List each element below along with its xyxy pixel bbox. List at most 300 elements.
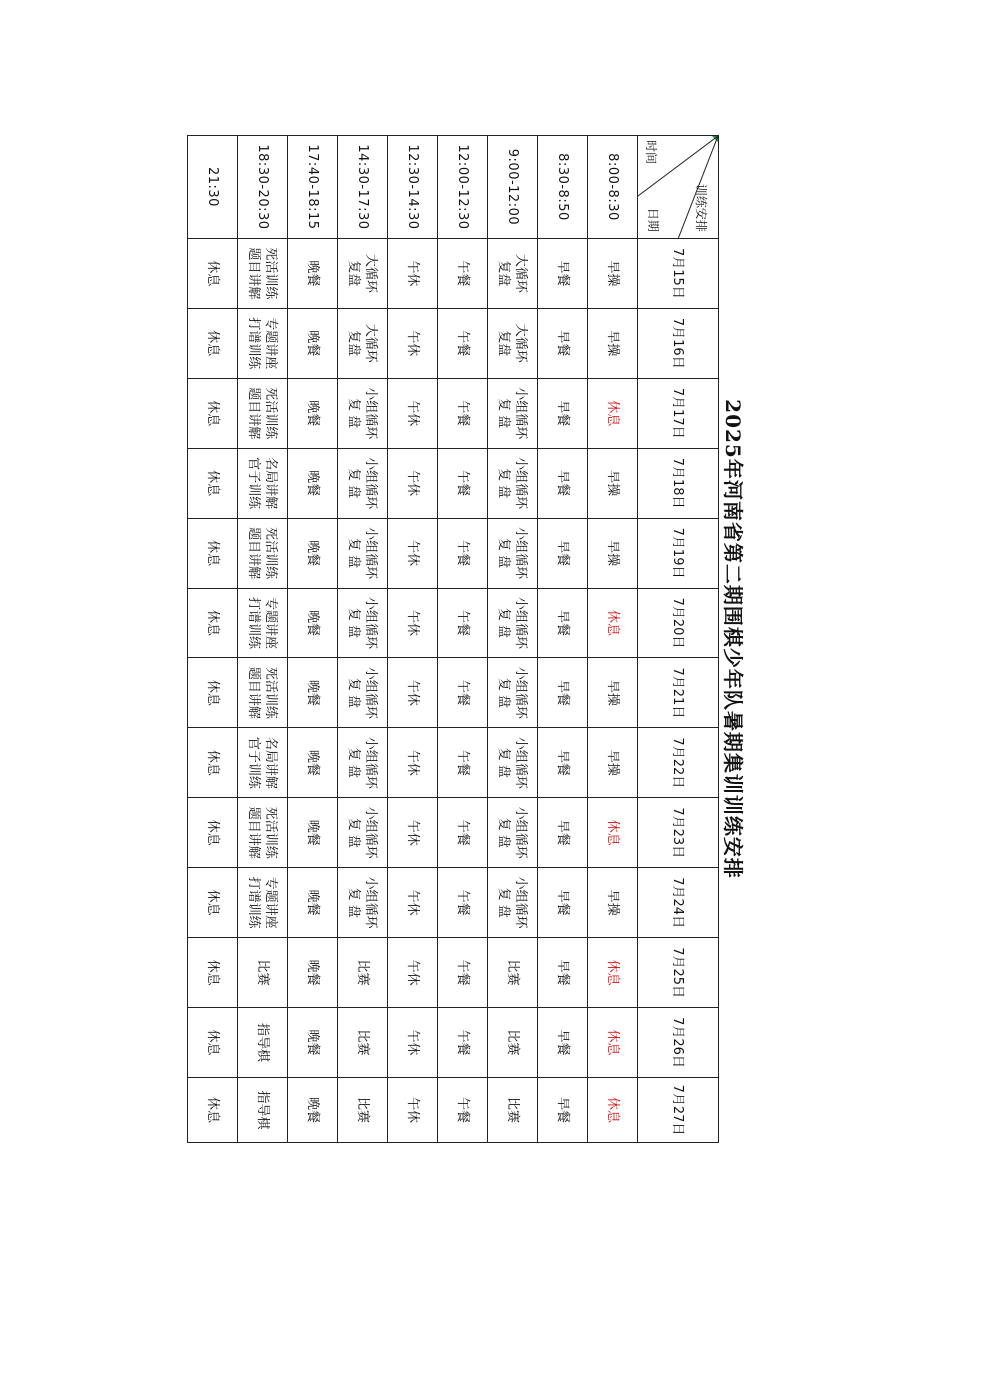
activity-cell <box>438 1077 488 1142</box>
activity-line: 午餐 <box>455 1096 470 1123</box>
activity-line: 早操 <box>605 889 620 916</box>
activity-line: 午餐 <box>455 330 470 357</box>
activity-line: 休息 <box>205 679 220 706</box>
activity-cell <box>288 658 338 728</box>
activity-cell <box>238 658 288 728</box>
page-title: 2025年河南省第二期围棋少年队暑期集训训练安排 <box>721 399 745 879</box>
activity-cell <box>288 938 338 1008</box>
activity-line: 复 盘 <box>346 468 362 499</box>
activity-line: 午餐 <box>455 679 470 706</box>
activity-line: 小组循环 <box>513 666 529 719</box>
activity-cell <box>238 938 288 1008</box>
activity-cell <box>538 798 588 868</box>
activity-line: 复 盘 <box>346 538 362 569</box>
activity-cell <box>338 588 388 658</box>
activity-line: 题目讲解 <box>246 666 262 719</box>
activity-cell <box>238 448 288 518</box>
activity-cell <box>338 798 388 868</box>
activity-line: 晚餐 <box>305 819 320 846</box>
activity-cell <box>538 448 588 518</box>
activity-cell <box>238 728 288 798</box>
activity-line: 晚餐 <box>305 959 320 986</box>
activity-line: 复 盘 <box>346 817 362 848</box>
date-header: 7月25日 <box>638 938 719 1008</box>
activity-line: 午休 <box>405 470 420 497</box>
time-slot-cell: 21:30 <box>188 136 238 239</box>
date-header: 7月21日 <box>638 658 719 728</box>
activity-line: 复 盘 <box>346 398 362 429</box>
time-slot-cell: 17:40-18:15 <box>288 136 338 239</box>
activity-cell <box>338 868 388 938</box>
activity-cell <box>238 588 288 658</box>
activity-cell <box>538 728 588 798</box>
activity-cell <box>388 378 438 448</box>
activity-cell <box>538 1008 588 1078</box>
activity-cell <box>588 798 638 868</box>
schedule-table <box>187 135 719 1143</box>
activity-cell <box>188 728 238 798</box>
activity-line: 休息 <box>605 1096 620 1123</box>
time-slot-cell: 18:30-20:30 <box>238 136 288 239</box>
activity-line: 午餐 <box>455 1029 470 1056</box>
activity-line: 官子训练 <box>246 736 262 789</box>
activity-cell <box>488 448 538 518</box>
activity-cell <box>338 378 388 448</box>
time-slot-cell: 14:30-17:30 <box>338 136 388 239</box>
activity-line: 小组循环 <box>363 806 379 859</box>
activity-line: 休息 <box>605 609 620 636</box>
activity-line: 早操 <box>605 260 620 287</box>
date-header: 7月27日 <box>638 1077 719 1142</box>
activity-line: 午餐 <box>455 749 470 776</box>
time-slot-cell: 9:00-12:00 <box>488 136 538 239</box>
activity-cell <box>538 238 588 308</box>
date-header: 7月15日 <box>638 238 719 308</box>
schedule-row <box>388 136 438 1143</box>
header-corner-cell <box>638 136 719 239</box>
activity-line: 复盘 <box>346 260 362 287</box>
activity-line: 休息 <box>205 260 220 287</box>
activity-line: 小组循环 <box>513 736 529 789</box>
activity-cell <box>288 728 338 798</box>
activity-line: 休息 <box>205 1029 220 1056</box>
activity-cell <box>388 238 438 308</box>
activity-cell <box>388 868 438 938</box>
activity-line: 午休 <box>405 400 420 427</box>
activity-line: 小组循环 <box>363 457 379 510</box>
activity-cell <box>438 378 488 448</box>
activity-line: 比赛 <box>255 959 270 986</box>
activity-cell <box>588 938 638 1008</box>
activity-line: 晚餐 <box>305 260 320 287</box>
activity-cell <box>338 1077 388 1142</box>
time-slot-cell: 8:00-8:30 <box>588 136 638 239</box>
activity-cell <box>388 1077 438 1142</box>
date-header: 7月20日 <box>638 588 719 658</box>
activity-line: 晚餐 <box>305 749 320 776</box>
activity-cell <box>188 588 238 658</box>
activity-cell <box>388 588 438 658</box>
activity-cell <box>438 868 488 938</box>
activity-line: 早餐 <box>555 889 570 916</box>
activity-cell <box>588 588 638 658</box>
activity-line: 早操 <box>605 470 620 497</box>
activity-cell <box>288 1077 338 1142</box>
activity-line: 午休 <box>405 889 420 916</box>
activity-line: 复 盘 <box>496 817 512 848</box>
date-header: 7月26日 <box>638 1008 719 1078</box>
activity-cell <box>488 1008 538 1078</box>
activity-cell <box>338 518 388 588</box>
activity-line: 大循环 <box>513 323 529 363</box>
activity-cell <box>288 308 338 378</box>
activity-cell <box>388 938 438 1008</box>
activity-line: 休息 <box>605 819 620 846</box>
activity-line: 早餐 <box>555 260 570 287</box>
activity-cell <box>238 1008 288 1078</box>
activity-line: 午休 <box>405 609 420 636</box>
activity-cell <box>488 658 538 728</box>
activity-line: 小组循环 <box>513 457 529 510</box>
activity-line: 午餐 <box>455 540 470 567</box>
activity-cell <box>438 938 488 1008</box>
activity-line: 午休 <box>405 679 420 706</box>
activity-line: 午休 <box>405 749 420 776</box>
time-axis-label: 日期 <box>646 207 660 232</box>
activity-line: 早餐 <box>555 819 570 846</box>
date-header: 7月22日 <box>638 728 719 798</box>
activity-line: 比赛 <box>505 1029 520 1056</box>
activity-line: 小组循环 <box>513 387 529 440</box>
activity-cell <box>338 938 388 1008</box>
schedule-row <box>538 136 588 1143</box>
activity-cell <box>288 1008 338 1078</box>
header-row <box>638 136 719 1143</box>
schedule-row <box>588 136 638 1143</box>
date-header: 7月16日 <box>638 308 719 378</box>
activity-line: 复 盘 <box>346 747 362 778</box>
activity-cell <box>188 938 238 1008</box>
activity-cell <box>388 448 438 518</box>
activity-cell <box>388 798 438 868</box>
activity-line: 晚餐 <box>305 609 320 636</box>
activity-cell <box>438 518 488 588</box>
activity-cell <box>288 518 338 588</box>
activity-line: 小组循环 <box>363 736 379 789</box>
activity-line: 午餐 <box>455 260 470 287</box>
activity-line: 复 盘 <box>496 677 512 708</box>
activity-line: 午休 <box>405 819 420 846</box>
activity-line: 死活训练 <box>263 806 279 859</box>
activity-cell <box>538 308 588 378</box>
activity-cell <box>238 518 288 588</box>
activity-line: 午餐 <box>455 470 470 497</box>
date-axis-label: 时间 <box>644 140 658 165</box>
activity-line: 休息 <box>205 609 220 636</box>
activity-line: 晚餐 <box>305 330 320 357</box>
activity-line: 休息 <box>205 330 220 357</box>
activity-line: 午休 <box>405 330 420 357</box>
schedule-row <box>488 136 538 1143</box>
activity-line: 早餐 <box>555 470 570 497</box>
activity-line: 比赛 <box>505 1096 520 1123</box>
activity-cell <box>388 728 438 798</box>
activity-line: 复 盘 <box>496 538 512 569</box>
date-header: 7月18日 <box>638 448 719 518</box>
activity-cell <box>338 1008 388 1078</box>
activity-line: 小组循环 <box>363 876 379 929</box>
activity-cell <box>438 588 488 658</box>
activity-cell <box>488 308 538 378</box>
activity-line: 复 盘 <box>496 468 512 499</box>
activity-cell <box>388 308 438 378</box>
activity-line: 复 盘 <box>496 887 512 918</box>
activity-line: 晚餐 <box>305 470 320 497</box>
activity-cell <box>538 658 588 728</box>
activity-line: 休息 <box>205 470 220 497</box>
activity-cell <box>488 518 538 588</box>
activity-cell <box>438 238 488 308</box>
activity-line: 晚餐 <box>305 1029 320 1056</box>
activity-cell <box>438 658 488 728</box>
activity-cell <box>488 938 538 1008</box>
activity-line: 题目讲解 <box>246 527 262 580</box>
activity-line: 小组循环 <box>513 876 529 929</box>
activity-line: 复 盘 <box>346 887 362 918</box>
activity-line: 休息 <box>205 889 220 916</box>
activity-line: 名局讲解 <box>263 457 279 510</box>
schedule-row <box>238 136 288 1143</box>
activity-line: 休息 <box>205 400 220 427</box>
activity-cell <box>588 308 638 378</box>
activity-line: 官子训练 <box>246 457 262 510</box>
activity-line: 早餐 <box>555 400 570 427</box>
activity-line: 大循环 <box>363 323 379 363</box>
activity-line: 比赛 <box>355 1096 370 1123</box>
activity-cell <box>488 728 538 798</box>
activity-line: 复 盘 <box>496 398 512 429</box>
time-slot-cell: 12:00-12:30 <box>438 136 488 239</box>
activity-line: 复盘 <box>496 260 512 287</box>
activity-line: 早餐 <box>555 540 570 567</box>
activity-line: 早餐 <box>555 679 570 706</box>
activity-cell <box>338 728 388 798</box>
schedule-row <box>438 136 488 1143</box>
activity-line: 休息 <box>205 959 220 986</box>
activity-cell <box>488 378 538 448</box>
activity-cell <box>188 308 238 378</box>
schedule-row <box>288 136 338 1143</box>
activity-line: 午餐 <box>455 959 470 986</box>
activity-line: 死活训练 <box>263 247 279 300</box>
activity-line: 晚餐 <box>305 540 320 567</box>
activity-line: 早餐 <box>555 749 570 776</box>
activity-cell <box>438 308 488 378</box>
activity-cell <box>588 728 638 798</box>
activity-line: 复 盘 <box>346 677 362 708</box>
activity-cell <box>588 448 638 518</box>
activity-line: 休息 <box>205 1096 220 1123</box>
activity-line: 专题讲座 <box>263 876 279 929</box>
date-header: 7月24日 <box>638 868 719 938</box>
activity-cell <box>538 378 588 448</box>
activity-cell <box>288 798 338 868</box>
activity-cell <box>588 1077 638 1142</box>
activity-cell <box>288 238 338 308</box>
activity-line: 晚餐 <box>305 889 320 916</box>
activity-line: 早餐 <box>555 609 570 636</box>
activity-line: 小组循环 <box>363 666 379 719</box>
activity-line: 复盘 <box>496 330 512 357</box>
activity-line: 小组循环 <box>363 387 379 440</box>
schedule-sheet <box>205 135 747 1143</box>
activity-cell <box>338 658 388 728</box>
activity-cell <box>538 1077 588 1142</box>
activity-cell <box>538 518 588 588</box>
activity-line: 午餐 <box>455 819 470 846</box>
date-header: 7月23日 <box>638 798 719 868</box>
activity-cell <box>438 1008 488 1078</box>
activity-line: 打谱训练 <box>246 876 262 929</box>
activity-cell <box>238 238 288 308</box>
activity-cell <box>288 448 338 518</box>
activity-cell <box>538 588 588 658</box>
activity-cell <box>488 868 538 938</box>
activity-line: 小组循环 <box>363 596 379 649</box>
activity-line: 休息 <box>205 819 220 846</box>
activity-line: 小组循环 <box>513 596 529 649</box>
activity-cell <box>188 798 238 868</box>
activity-line: 早餐 <box>555 959 570 986</box>
activity-cell <box>588 1008 638 1078</box>
activity-line: 比赛 <box>355 959 370 986</box>
activity-cell <box>388 658 438 728</box>
activity-cell <box>238 1077 288 1142</box>
activity-line: 指导棋 <box>255 1023 270 1063</box>
time-slot-cell: 8:30-8:50 <box>538 136 588 239</box>
activity-line: 午餐 <box>455 889 470 916</box>
activity-cell <box>188 1008 238 1078</box>
activity-line: 复盘 <box>346 330 362 357</box>
activity-cell <box>438 448 488 518</box>
activity-line: 复 盘 <box>496 747 512 778</box>
activity-cell <box>238 798 288 868</box>
activity-line: 死活训练 <box>263 527 279 580</box>
activity-line: 大循环 <box>363 253 379 293</box>
activity-cell <box>188 868 238 938</box>
activity-line: 休息 <box>205 749 220 776</box>
activity-line: 名局讲解 <box>263 736 279 789</box>
date-header: 7月19日 <box>638 518 719 588</box>
activity-line: 早餐 <box>555 1096 570 1123</box>
activity-line: 晚餐 <box>305 679 320 706</box>
activity-cell <box>188 378 238 448</box>
activity-line: 复 盘 <box>346 607 362 639</box>
activity-line: 午休 <box>405 1029 420 1056</box>
activity-line: 晚餐 <box>305 400 320 427</box>
activity-line: 打谱训练 <box>246 596 262 649</box>
activity-line: 题目讲解 <box>246 806 262 859</box>
activity-line: 午餐 <box>455 609 470 636</box>
activity-cell <box>238 308 288 378</box>
activity-cell <box>338 448 388 518</box>
activity-line: 专题讲座 <box>263 596 279 649</box>
activity-cell <box>588 868 638 938</box>
activity-cell <box>538 938 588 1008</box>
activity-line: 休息 <box>605 1029 620 1056</box>
activity-line: 专题讲座 <box>263 317 279 370</box>
activity-cell <box>438 728 488 798</box>
activity-line: 早餐 <box>555 330 570 357</box>
activity-line: 早操 <box>605 679 620 706</box>
activity-cell <box>288 868 338 938</box>
activity-cell <box>488 588 538 658</box>
activity-cell <box>488 238 538 308</box>
activity-cell <box>588 378 638 448</box>
activity-line: 死活训练 <box>263 387 279 440</box>
activity-line: 早操 <box>605 540 620 567</box>
activity-line: 早操 <box>605 330 620 357</box>
activity-cell <box>188 518 238 588</box>
activity-cell <box>338 308 388 378</box>
activity-cell <box>488 798 538 868</box>
activity-line: 大循环 <box>513 253 529 293</box>
activity-cell <box>238 378 288 448</box>
activity-line: 复 盘 <box>496 607 512 639</box>
activity-cell <box>288 378 338 448</box>
activity-line: 题目讲解 <box>246 247 262 300</box>
arrange-axis-label: 训练安排 <box>694 183 708 232</box>
activity-cell <box>388 518 438 588</box>
activity-line: 比赛 <box>505 959 520 986</box>
activity-line: 指导棋 <box>255 1090 270 1130</box>
activity-cell <box>588 518 638 588</box>
activity-line: 午休 <box>405 1096 420 1123</box>
activity-cell <box>188 658 238 728</box>
activity-line: 午餐 <box>455 400 470 427</box>
activity-cell <box>388 1008 438 1078</box>
activity-cell <box>588 238 638 308</box>
schedule-row <box>338 136 388 1143</box>
activity-cell <box>538 868 588 938</box>
activity-line: 死活训练 <box>263 666 279 719</box>
activity-cell <box>188 238 238 308</box>
activity-line: 早餐 <box>555 1029 570 1056</box>
activity-cell <box>338 238 388 308</box>
activity-line: 小组循环 <box>513 527 529 580</box>
activity-cell <box>238 868 288 938</box>
activity-line: 午休 <box>405 959 420 986</box>
activity-cell <box>288 588 338 658</box>
activity-line: 比赛 <box>355 1029 370 1056</box>
activity-cell <box>188 448 238 518</box>
time-slot-cell: 12:30-14:30 <box>388 136 438 239</box>
activity-cell <box>188 1077 238 1142</box>
activity-cell <box>488 1077 538 1142</box>
activity-line: 休息 <box>605 400 620 427</box>
activity-cell <box>438 798 488 868</box>
activity-line: 题目讲解 <box>246 387 262 440</box>
activity-line: 打谱训练 <box>246 317 262 370</box>
activity-line: 晚餐 <box>305 1096 320 1123</box>
activity-line: 休息 <box>605 959 620 986</box>
activity-cell <box>588 658 638 728</box>
schedule-row <box>188 136 238 1143</box>
activity-line: 早操 <box>605 749 620 776</box>
activity-line: 小组循环 <box>363 527 379 580</box>
date-header: 7月17日 <box>638 378 719 448</box>
activity-line: 休息 <box>205 540 220 567</box>
